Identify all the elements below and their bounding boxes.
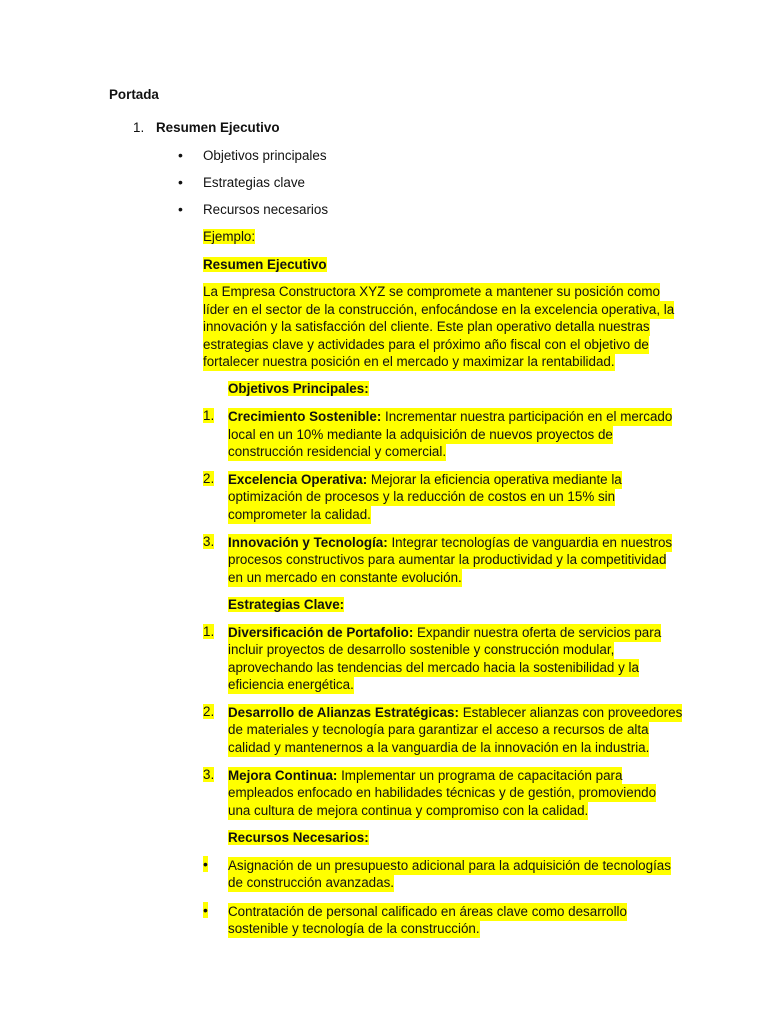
item-label: Diversificación de Portafolio:	[228, 625, 414, 640]
item-line: Asignación de un presupuesto adicional para la adquisición de tecnologías	[228, 858, 671, 873]
intro-line: La Empresa Constructora XYZ se compromete a mantener su posición como	[203, 284, 660, 299]
intro-line: innovación y la satisfacción del cliente. Este plan operativo detalla nuestras	[203, 319, 650, 334]
item-first-line	[228, 704, 682, 722]
item-first-line	[228, 767, 622, 785]
intro-line: líder en el sector de la construcción, enfocándose en la excelencia operativa, la	[203, 302, 675, 317]
bullet-marker: •	[178, 147, 183, 163]
item-line: comprometer la calidad.	[228, 507, 371, 522]
item-number: 2.	[203, 704, 215, 719]
item-line: procesos constructivos para aumentar la productividad y la competitividad	[228, 552, 667, 567]
item-line: calidad y mantenernos a la vanguardia de la innovación en la industria.	[228, 740, 650, 755]
item-text: Incrementar nuestra participación en el mercado	[381, 409, 673, 424]
item-line: local en un 10% mediante la adquisición de nuevos proyectos de	[228, 427, 613, 442]
item-number: 3.	[203, 767, 215, 782]
item-line: Contratación de personal calificado en áreas clave como desarrollo	[228, 904, 627, 919]
item-text: Establecer alianzas con proveedores	[458, 705, 683, 720]
bullet-marker: •	[203, 856, 208, 872]
item-text: Mejorar la eficiencia operativa mediante la	[367, 472, 622, 487]
item-label: Mejora Continua:	[228, 768, 338, 783]
item-line: incluir proyectos de desarrollo sostenible y construcción modular,	[228, 642, 615, 657]
bullet-marker: •	[178, 174, 183, 190]
item-number: 1.	[203, 408, 215, 423]
item-first-line	[228, 408, 672, 426]
item-first-line	[228, 471, 622, 489]
item-line: optimización de procesos y la reducción de costos en un 15% sin	[228, 489, 616, 504]
outline-item: Estrategias clave	[203, 175, 305, 190]
item-text: Expandir nuestra oferta de servicios para	[413, 625, 662, 640]
outline-item: Objetivos principales	[203, 148, 327, 163]
bullet-marker: •	[178, 201, 183, 217]
item-first-line	[228, 534, 672, 552]
item-number: 1.	[203, 624, 215, 639]
item-line: empleados enfocado en habilidades técnicas y de gestión, promoviendo	[228, 785, 657, 800]
section-title: Resumen Ejecutivo	[156, 120, 280, 135]
section-number: 1.	[133, 120, 145, 135]
item-line: sostenible y tecnología de la construcción.	[228, 921, 480, 936]
item-line: de construcción avanzadas.	[228, 875, 394, 890]
item-line: en un mercado en constante evolución.	[228, 570, 462, 585]
item-line: de materiales y tecnología para garantizar el acceso a recursos de alta	[228, 722, 649, 737]
item-label: Desarrollo de Alianzas Estratégicas:	[228, 705, 459, 720]
outline-item: Recursos necesarios	[203, 202, 329, 217]
item-number: 3.	[203, 534, 215, 549]
page-heading-portada: Portada	[109, 87, 159, 102]
item-first-line	[228, 624, 661, 642]
recursos-heading: Recursos Necesarios:	[228, 830, 369, 845]
item-line: eficiencia energética.	[228, 677, 354, 692]
objetivos-heading: Objetivos Principales:	[228, 381, 369, 396]
item-label: Innovación y Tecnología:	[228, 535, 388, 550]
intro-line: estrategias clave y actividades para el próximo año fiscal con el objetivo de	[203, 337, 649, 352]
item-label: Excelencia Operativa:	[228, 472, 368, 487]
example-label: Ejemplo:	[203, 229, 256, 244]
item-line: aprovechando las tendencias del mercado hacia la sostenibilidad y la	[228, 660, 639, 675]
item-text: Implementar un programa de capacitación para	[337, 768, 623, 783]
item-label: Crecimiento Sostenible:	[228, 409, 382, 424]
bullet-marker: •	[203, 902, 208, 918]
item-number: 2.	[203, 471, 215, 486]
intro-line: fortalecer nuestra posición en el mercado y maximizar la rentabilidad.	[203, 354, 615, 369]
item-text: Integrar tecnologías de vanguardia en nuestros	[387, 535, 673, 550]
item-line: una cultura de mejora continua y compromiso con la calidad.	[228, 803, 589, 818]
example-title: Resumen Ejecutivo	[203, 257, 327, 272]
estrategias-heading: Estrategias Clave:	[228, 597, 345, 612]
item-line: construcción residencial y comercial.	[228, 444, 447, 459]
